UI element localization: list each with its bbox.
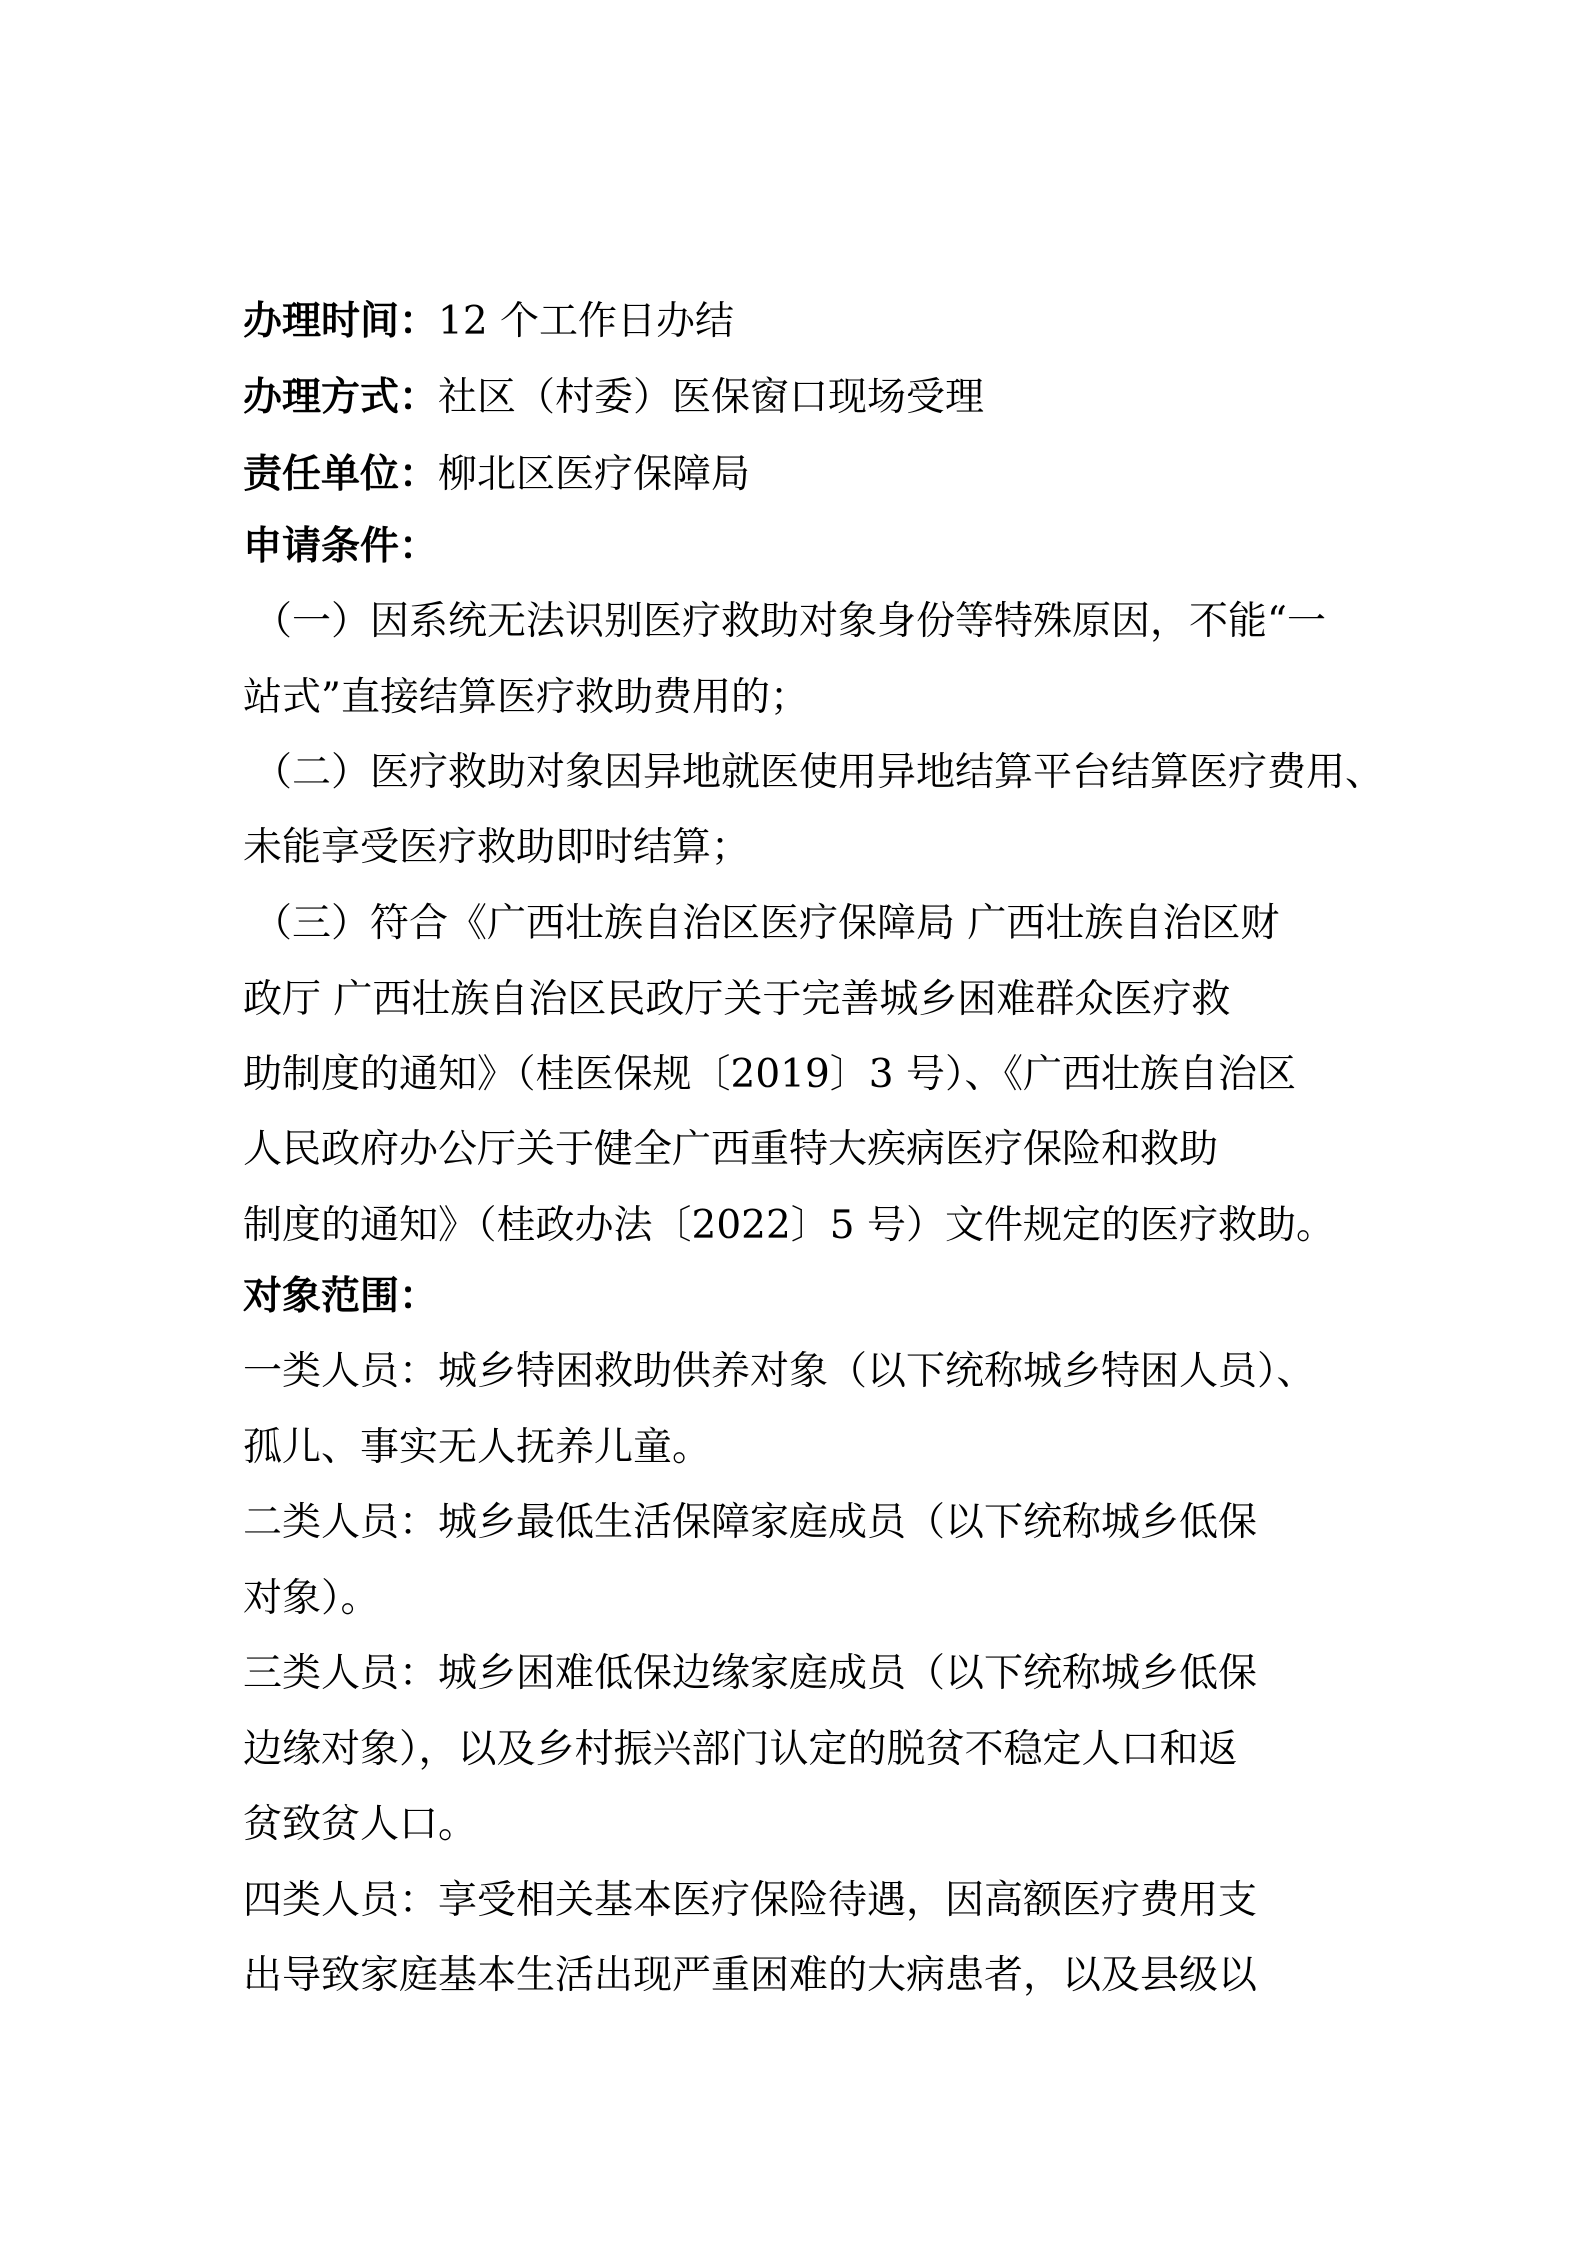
processing-time-row (243, 296, 1483, 348)
category-3-line-2: 边缘对象），以及乡村振兴部门认定的脱贫不稳定人口和返 (243, 1727, 1238, 1772)
responsible-unit-row (243, 449, 1483, 501)
condition-1-line-1: （一）因系统无法识别医疗救助对象身份等特殊原因，不能“一 (253, 599, 1326, 644)
category-3-line-1: 三类人员：城乡困难低保边缘家庭成员（以下统称城乡低保 (243, 1651, 1258, 1696)
condition-2-line-2: 未能享受医疗救助即时结算； (243, 825, 751, 870)
processing-method-value: 社区（村委）医保窗口现场受理 (438, 375, 985, 420)
processing-method-label: 办理方式： (243, 375, 439, 420)
condition-2-line-1: （二）医疗救助对象因异地就医使用异地结算平台结算医疗费用、 (253, 750, 1385, 795)
category-4-line-1: 四类人员：享受相关基本医疗保险待遇，因高额医疗费用支 (243, 1878, 1258, 1923)
condition-3-line-5: 制度的通知》（桂政办法〔2022〕5 号）文件规定的医疗救助。 (243, 1203, 1335, 1248)
processing-method-row (243, 372, 1483, 424)
condition-3-line-4: 人民政府办公厅关于健全广西重特大疾病医疗保险和救助 (243, 1127, 1219, 1172)
responsible-unit-value: 柳北区医疗保障局 (438, 452, 751, 497)
condition-3-line-2: 政厅 广西壮族自治区民政厅关于完善城乡困难群众医疗救 (243, 977, 1231, 1022)
scope-heading: 对象范围： (243, 1274, 439, 1319)
category-2-line-1: 二类人员：城乡最低生活保障家庭成员（以下统称城乡低保 (243, 1500, 1258, 1545)
responsible-unit-label: 责任单位： (243, 452, 439, 497)
category-2-line-2: 对象）。 (243, 1576, 380, 1621)
conditions-heading: 申请条件： (243, 524, 439, 569)
category-1-line-1: 一类人员：城乡特困救助供养对象（以下统称城乡特困人员）、 (243, 1349, 1316, 1394)
category-3-line-3: 贫致贫人口。 (243, 1802, 478, 1847)
category-1-line-2: 孤儿、事实无人抚养儿童。 (243, 1425, 712, 1470)
processing-time-value: 12 个工作日办结 (438, 299, 735, 344)
condition-3-line-3: 助制度的通知》（桂医保规〔2019〕3 号）、《广西壮族自治区 (243, 1052, 1296, 1097)
processing-time-label: 办理时间： (243, 299, 439, 344)
category-4-line-2: 出导致家庭基本生活出现严重困难的大病患者，以及县级以 (243, 1953, 1258, 1998)
condition-1-line-2: 站式”直接结算医疗救助费用的； (243, 675, 809, 720)
condition-3-line-1: （三）符合《广西壮族自治区医疗保障局 广西壮族自治区财 (253, 901, 1280, 946)
